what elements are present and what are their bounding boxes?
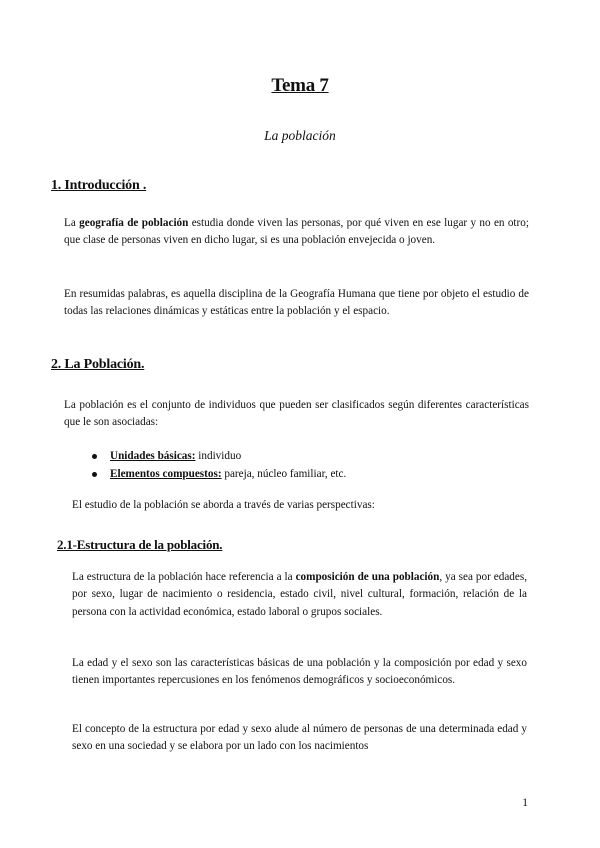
list-item [92, 447, 346, 465]
document-title: Tema 7 [271, 75, 329, 96]
paragraph-estructura-1-post: , ya sea por edades, por sexo, lugar de nacimiento o residencia, estado civil, nivel cultural, formación, relación de la persona con la actividad económica, estado laboral o grupos sociales. [72, 571, 527, 618]
list-item [92, 465, 346, 483]
bullet-text: individuo [195, 450, 242, 462]
paragraph-intro-2: En resumidas palabras, es aquella disciplina de la Geografía Humana que tiene por objeto el estudio de todas las relaciones dinámicas y estáticas entre la población y el espacio. [64, 288, 529, 318]
page-number: 1 [522, 797, 528, 809]
bullet-dot-icon [92, 454, 97, 459]
paragraph-estructura-1 [72, 569, 527, 621]
bullet-term: Unidades básicas: [110, 450, 196, 462]
paragraph-estructura-2: La edad y el sexo son las características básicas de una población y la composición por edad y sexo tienen importantes repercusiones en los fenómenos demográficos y socioeconómicos. [72, 657, 527, 687]
document-subtitle: La población [264, 128, 336, 143]
bullet-term: Elementos compuestos: [110, 468, 222, 480]
paragraph-intro-1-post: estudia donde viven las personas, por qué viven en ese lugar y no en otro; que clase de personas viven en dicho lugar, si es una población envejecida o joven. [64, 217, 529, 247]
paragraph-intro-1-pre: La [64, 217, 80, 229]
section-heading-poblacion: 2. La Población. [51, 357, 145, 372]
section-heading-estructura: 2.1-Estructura de la población. [57, 537, 223, 552]
bullet-dot-icon [92, 472, 97, 477]
paragraph-estructura-3: El concepto de la estructura por edad y sexo alude al número de personas de una determinada edad y sexo en una sociedad y se elabora por un lado con los nacimientos [72, 723, 527, 753]
bullet-list [92, 447, 346, 483]
paragraph-poblacion-2: El estudio de la población se aborda a través de varias perspectivas: [72, 499, 375, 511]
section-heading-introduccion: 1. Introducción . [51, 178, 147, 193]
paragraph-estructura-1-pre: La estructura de la población hace referencia a la [72, 571, 296, 583]
paragraph-intro-1-bold: geografía de población [79, 217, 189, 229]
paragraph-poblacion-1: La población es el conjunto de individuos que pueden ser clasificados según diferentes características que le son asociadas: [64, 399, 529, 429]
paragraph-intro-1 [64, 215, 529, 250]
bullet-text: pareja, núcleo familiar, etc. [221, 468, 347, 480]
paragraph-estructura-1-bold: composición de una población [295, 571, 440, 583]
